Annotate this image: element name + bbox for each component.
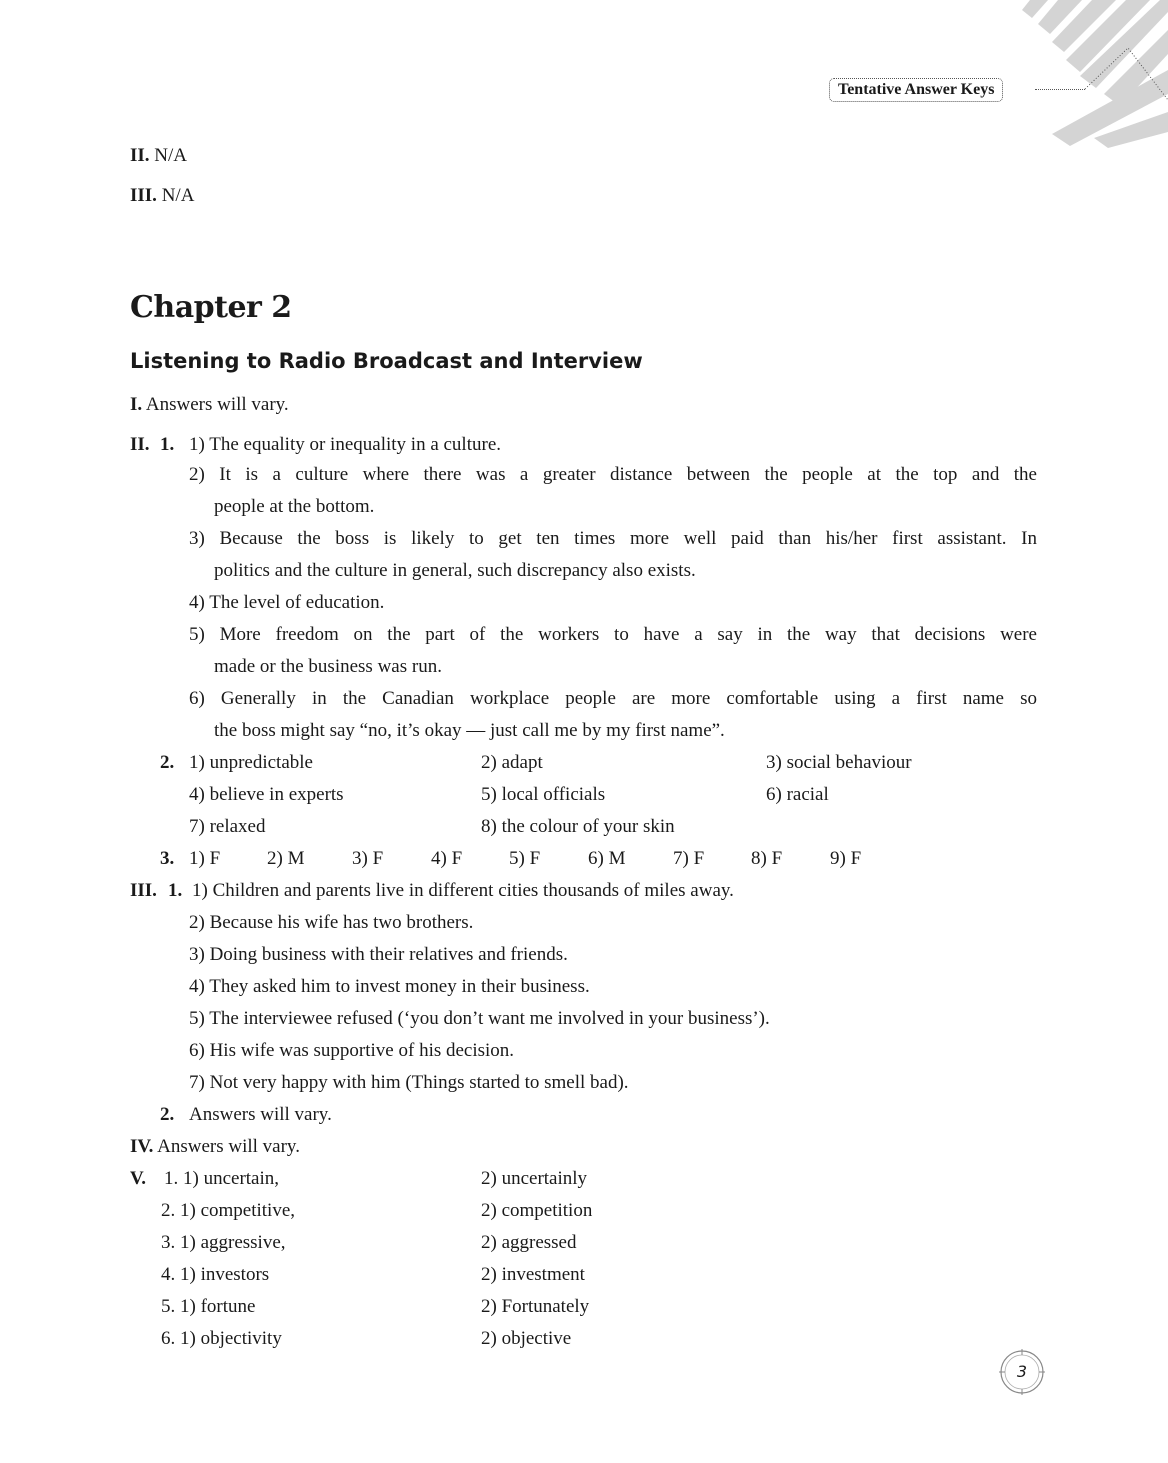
vocab-answer: 7) relaxed xyxy=(189,816,266,837)
answer-line: 4) The level of education. xyxy=(189,592,385,613)
part-i-text: Answers will vary. xyxy=(145,394,289,415)
true-false-answer: 8) F xyxy=(751,848,783,869)
answer-line: 3) Because the boss is likely to get ten times more well paid than his/her first assistant. In xyxy=(189,528,1037,549)
true-false-answer: 2) M xyxy=(267,848,305,869)
section-title: Listening to Radio Broadcast and Interview xyxy=(130,349,643,373)
word-form-answer: 4. 1) investors xyxy=(161,1264,270,1285)
part-iii-q1-number: 1. xyxy=(168,880,183,901)
word-form-answer: 2) aggressed xyxy=(481,1232,577,1253)
vocab-answer: 2) adapt xyxy=(481,752,543,773)
corner-stripes-decoration xyxy=(1010,0,1168,160)
running-header: Tentative Answer Keys xyxy=(829,78,1003,102)
true-false-answer: 4) F xyxy=(431,848,463,869)
answer-line: 6) Generally in the Canadian workplace people are more comfortable using a first name so xyxy=(189,688,1037,709)
answer-line: 4) They asked him to invest money in their business. xyxy=(189,976,590,997)
top-section-iii xyxy=(130,185,194,207)
part-ii-q1-number: 1. xyxy=(160,434,175,455)
answer-line: made or the business was run. xyxy=(214,656,442,677)
part-i-number: I. xyxy=(130,394,143,415)
answer-line: 1) The equality or inequality in a culture. xyxy=(189,434,501,455)
top-section-ii xyxy=(130,145,187,167)
page-number: 3 xyxy=(1016,1362,1028,1381)
part-iii-q2-number: 2. xyxy=(160,1104,175,1125)
true-false-answer: 1) F xyxy=(189,848,221,869)
answer-line: 7) Not very happy with him (Things started to smell bad). xyxy=(189,1072,629,1093)
answer-line: 3) Doing business with their relatives and friends. xyxy=(189,944,568,965)
part-iv-text: Answers will vary. xyxy=(157,1136,300,1157)
answer-line: 5) More freedom on the part of the workers to have a say in the way that decisions were xyxy=(189,624,1037,645)
word-form-answer: 1. 1) uncertain, xyxy=(164,1168,280,1189)
part-iv xyxy=(130,1136,300,1158)
answer-line: Answers will vary. xyxy=(189,1104,332,1125)
word-form-answer: 5. 1) fortune xyxy=(161,1296,256,1317)
vocab-answer: 4) believe in experts xyxy=(189,784,344,805)
word-form-answer: 2) uncertainly xyxy=(481,1168,588,1189)
word-form-answer: 2) investment xyxy=(481,1264,585,1285)
answer-line: 2) Because his wife has two brothers. xyxy=(189,912,474,933)
part-v-number: V. xyxy=(130,1168,147,1189)
vocab-answer: 6) racial xyxy=(766,784,829,805)
word-form-answer: 6. 1) objectivity xyxy=(161,1328,282,1349)
vocab-answer: 8) the colour of your skin xyxy=(481,816,675,837)
header-dotted-line xyxy=(1035,89,1085,90)
vocab-answer: 3) social behaviour xyxy=(766,752,912,773)
answer-line: 2) It is a culture where there was a greater distance between the people at the top and the xyxy=(189,464,1037,485)
answer-line: people at the bottom. xyxy=(214,496,375,517)
top-iii-number: III. xyxy=(130,185,157,206)
answer-line: 1) Children and parents live in different cities thousands of miles away. xyxy=(192,880,734,901)
word-form-answer: 2. 1) competitive, xyxy=(161,1200,296,1221)
part-iii-number: III. xyxy=(130,880,157,901)
page-number-badge xyxy=(999,1349,1045,1395)
answer-line: 5) The interviewee refused (‘you don’t want me involved in your business’). xyxy=(189,1008,770,1029)
top-ii-text: N/A xyxy=(154,145,188,166)
part-iv-number: IV. xyxy=(130,1136,154,1157)
part-i xyxy=(130,394,289,416)
true-false-answer: 9) F xyxy=(830,848,862,869)
word-form-answer: 2) competition xyxy=(481,1200,593,1221)
word-form-answer: 3. 1) aggressive, xyxy=(161,1232,286,1253)
part-ii-number: II. xyxy=(130,434,150,455)
vocab-answer: 1) unpredictable xyxy=(189,752,313,773)
part-ii-q3-number: 3. xyxy=(160,848,175,869)
word-form-answer: 2) objective xyxy=(481,1328,572,1349)
answer-line: 6) His wife was supportive of his decision. xyxy=(189,1040,515,1061)
true-false-answer: 7) F xyxy=(673,848,705,869)
answer-line: politics and the culture in general, such discrepancy also exists. xyxy=(214,560,696,581)
true-false-answer: 3) F xyxy=(352,848,384,869)
top-ii-number: II. xyxy=(130,145,150,166)
vocab-answer: 5) local officials xyxy=(481,784,606,805)
answer-line: the boss might say “no, it’s okay — just call me by my first name”. xyxy=(214,720,725,741)
chapter-title: Chapter 2 xyxy=(130,290,292,325)
word-form-answer: 2) Fortunately xyxy=(481,1296,590,1317)
true-false-answer: 5) F xyxy=(509,848,541,869)
top-iii-text: N/A xyxy=(161,185,195,206)
part-ii-q2-number: 2. xyxy=(160,752,175,773)
true-false-answer: 6) M xyxy=(588,848,626,869)
